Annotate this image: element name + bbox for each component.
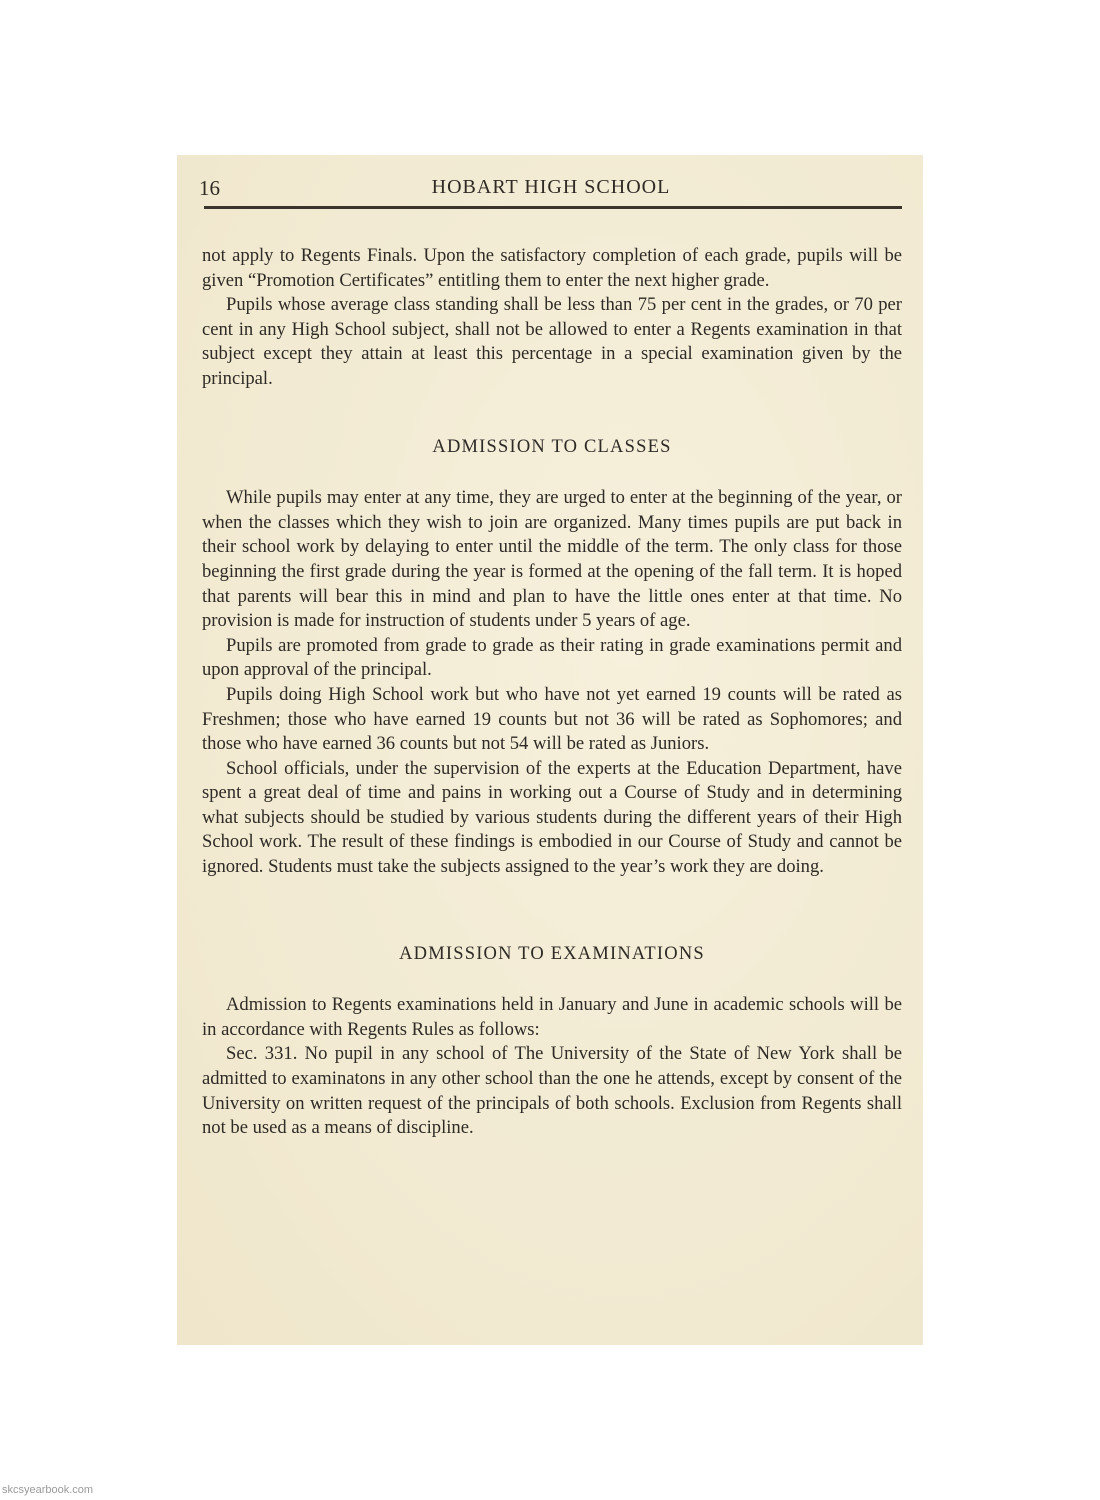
heading-admission-to-classes: ADMISSION TO CLASSES <box>432 436 672 457</box>
paragraph-promotion: Pupils are promoted from grade to grade as their rating in grade examinations permit and upon approval of the principal. <box>202 634 902 681</box>
heading-admission-to-examinations: ADMISSION TO EXAMINATIONS <box>399 943 705 964</box>
running-title: HOBART HIGH SCHOOL <box>431 176 671 198</box>
paragraph-continued: not apply to Regents Finals. Upon the satisfactory completion of each grade, pupils will be given “Promotion Certificates” entitling them to enter the next higher grade. <box>202 245 902 291</box>
paragraph-entering-classes: While pupils may enter at any time, they are urged to enter at the beginning of the year, or when the classes which they wish to join are organized. Many times pupils are put back in their school work by delaying to enter until the middle of the term. The only class for those beginning the first grade during the year is formed at the opening of the fall term. It is hoped that parents will bear this in mind and plan to have the little ones enter at that time. No provision is made for instruction of students under 5 years of age. <box>202 487 902 632</box>
page-number: 16 <box>199 176 220 200</box>
site-watermark: skcsyearbook.com <box>2 1484 94 1496</box>
page-body <box>202 244 902 1141</box>
paragraph-class-standing: Pupils whose average class standing shall be less than 75 per cent in the grades, or 70 per cent in any High School subject, shall not be allowed to enter a Regents examination in that subject except they attain at least this percentage in a special examination given by the principal. <box>202 294 902 389</box>
paragraph-regents-admission: Admission to Regents examinations held in January and June in academic schools will be in accordance with Regents Rules as follows: <box>202 994 902 1040</box>
paragraph-counts: Pupils doing High School work but who have not yet earned 19 counts will be rated as Freshmen; those who have earned 19 counts but not 36 will be rated as Sophomores; and those who have earned 36 counts but not 54 will be rated as Juniors. <box>202 683 902 755</box>
paragraph-course-of-study: School officials, under the supervision of the experts at the Education Department, have spent a great deal of time and pains in working out a Course of Study and in determining what subjects should be studied by various students during the different years of their High School work. The result of these findings is embodied in our Course of Study and cannot be ignored. Students must take the subjects assigned to the year’s work they are doing. <box>202 757 902 878</box>
page-header <box>199 174 903 206</box>
paragraph-section-331: Sec. 331. No pupil in any school of The University of the State of New York shall be admitted to examinatons in any other school than the one he attends, except by consent of the University on written request of the principals of both schools. Exclusion from Regents shall not be used as a means of discipline. <box>202 1043 902 1139</box>
header-rule <box>204 206 902 209</box>
